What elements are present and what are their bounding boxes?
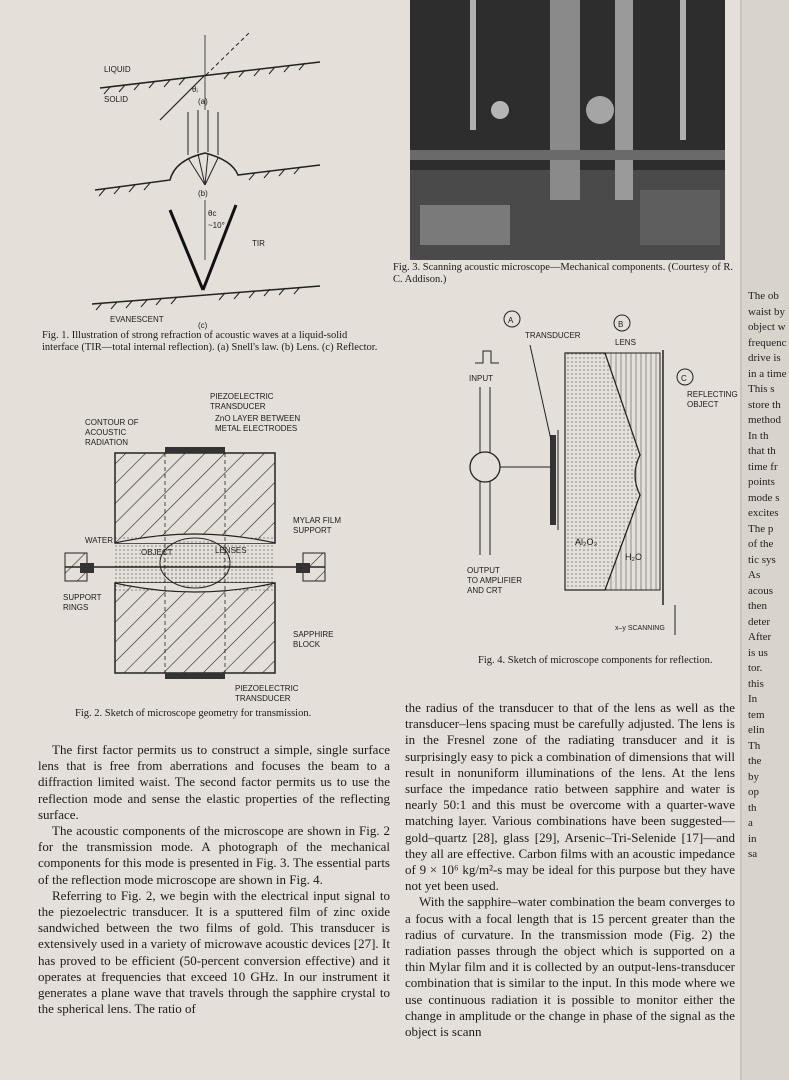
- figure-1-caption: Fig. 1. Illustration of strong refraction of acoustic waves at a liquid-solid interface (TIR—total internal reflection). (a) Snell's law. (b) Lens. (c) Reflector.: [42, 330, 378, 353]
- fig4-output-label-line: AND CRT: [467, 586, 503, 595]
- facing-page-line: elin: [748, 724, 765, 736]
- facing-page-line: then: [748, 600, 767, 612]
- facing-page-line: method: [748, 414, 781, 426]
- facing-page-line: in a time: [748, 367, 787, 380]
- facing-page-line: object w: [748, 321, 786, 333]
- fig4-transducer-label: TRANSDUCER: [525, 331, 581, 340]
- fig2-zno-label: ZnO LAYER BETWEEN: [215, 414, 301, 423]
- facing-page-line: of the: [748, 538, 774, 550]
- fig4-output-label-line: TO AMPLIFIER: [467, 576, 522, 585]
- fig2-piezo-top-label: PIEZOELECTRIC: [210, 392, 274, 401]
- fig2-piezo-bottom-label: PIEZOELECTRIC: [235, 684, 299, 693]
- svg-text:PIEZOELECTRICTRANSDUCER: [235, 684, 299, 703]
- fig2-support-label: SUPPORT: [63, 593, 102, 602]
- fig4-input-label: INPUT: [469, 374, 493, 383]
- facing-page-line: excites: [748, 507, 779, 519]
- figure-2: [55, 385, 375, 703]
- facing-page-line: acous: [748, 584, 774, 597]
- facing-page-edge: [742, 0, 789, 1080]
- facing-page-line: op: [748, 786, 759, 798]
- svg-text:MYLAR FILMSUPPORT: [293, 516, 341, 535]
- facing-page-line: tor.: [748, 662, 763, 674]
- right-text-column: [405, 700, 735, 1078]
- figure-1-drawing: [80, 20, 400, 330]
- facing-page-line: time fr: [748, 460, 778, 473]
- facing-page-line: sa: [748, 848, 758, 860]
- fig4-scanning-label: x–y SCANNING: [615, 625, 665, 632]
- fig2-contour-label: CONTOUR OF: [85, 418, 139, 427]
- fig4-c-label: C: [681, 374, 687, 383]
- fig2-lenses-label: LENSES: [215, 546, 247, 555]
- body-paragraph: The acoustic components of the microscope are shown in Fig. 2 for the transmission mode. A photograph of the mechanical components for this mode is presented in Fig. 3. The essential parts of the reflection mode microscope are shown in Fig. 4.: [38, 823, 390, 887]
- facing-page-line: Th: [748, 739, 761, 752]
- left-text-column: [38, 742, 390, 1076]
- facing-page-line: th: [748, 801, 757, 814]
- svg-text:ZnO LAYER BETWEENMETAL ELECTRO: [215, 414, 300, 433]
- facing-page-line: points: [748, 476, 775, 488]
- fig2-sapphire-label: SAPPHIRE: [293, 630, 334, 639]
- facing-page-line: store th: [748, 398, 781, 411]
- fig4-reflecting-label-line: OBJECT: [687, 400, 719, 409]
- figure-1: [80, 20, 400, 330]
- fig4-output-label: OUTPUT: [467, 566, 500, 575]
- fig1-b-label: (b): [198, 189, 208, 198]
- body-paragraph: the radius of the transducer to that of the lens as well as the transducer–lens spacing must be carefully adjusted. The lens is in the Fresnel zone of the radiating transducer and it is surprisingly easy to pick a combination of dimensions that will result in nonuniform illuminations of the lens. At the lens surface the impedance ratio between sapphire and water is nearly 50:1 and this must be overcome with a quarter-wave matching layer. Various combinations have been suggested—gold–quartz [28], glass [29], Arsenic–Tri-Selenide [17]—and they all are effective. Carbon films with an acoustic impedance of 9 × 10⁶ kg/m²-s may be ideal for this purpose but they have not yet been used.: [405, 700, 735, 894]
- fig2-piezo-bottom-label-line: TRANSDUCER: [235, 694, 291, 703]
- fig4-h2o-label: H₂O: [625, 552, 642, 562]
- facing-page-line: The ob: [748, 290, 779, 302]
- fig4-reflecting-label: REFLECTING: [687, 390, 738, 399]
- fig4-al2o3-label: Al₂O₃: [575, 537, 598, 547]
- fig4-b-label: B: [618, 320, 624, 329]
- fig1-solid-label: SOLID: [104, 95, 129, 104]
- facing-page-line: tic sys: [748, 553, 776, 566]
- fig1-c-label: (c): [198, 321, 208, 330]
- facing-page-line: The p: [748, 522, 774, 535]
- svg-text:PIEZOELECTRICTRANSDUCER: [210, 392, 274, 411]
- body-paragraph: Referring to Fig. 2, we begin with the electrical input signal to the piezoelectric transducer. It is a sputtered film of zinc oxide sandwiched between the two films of gold. This transducer is extensively used in a variety of microwave acoustic devices [27]. It has proved to be efficient (50-percent conversion effective) and it operates at frequencies that exceed 10 GHz. In our instrument it generates a plane wave that travels through the sapphire crystal to the spherical lens. The ratio of: [38, 887, 390, 1017]
- facing-page-line: that th: [748, 445, 776, 457]
- figure-4: [455, 305, 738, 650]
- body-paragraph: With the sapphire–water combination the beam converges to a focus with a focal length that is 15 percent greater than the radius of curvature. In the transmission mode (Fig. 2) the radiation passes through the object which is supported on a thin Mylar film and it is collected by an output-lens-transducer combination that is similar to the input. In this mode where we use continuous radiation it is possible to monitor either the change in amplitude or the change in phase of the signal as the object is scann: [405, 894, 735, 1040]
- fig2-zno-label-line: METAL ELECTRODES: [215, 424, 298, 433]
- microscope-photo-image: [410, 0, 725, 260]
- fig2-contour-label-line: RADIATION: [85, 438, 128, 447]
- fig2-support-label-line: RINGS: [63, 603, 89, 612]
- figure-3-photo: [410, 0, 725, 260]
- facing-page-line: mode s: [748, 491, 780, 504]
- facing-page-line: is us: [748, 646, 768, 659]
- fig2-sapphire-label-line: BLOCK: [293, 640, 321, 649]
- facing-page-line: After: [748, 631, 772, 643]
- fig1-10deg-label: ~10°: [208, 221, 225, 230]
- facing-page-line: a: [748, 817, 753, 829]
- facing-page-line: As: [748, 569, 761, 581]
- fig1-liquid-label: LIQUID: [104, 65, 131, 74]
- facing-page-line: this: [748, 677, 764, 690]
- facing-page-line: frequenc: [748, 336, 787, 349]
- fig1-a-label: (a): [198, 97, 208, 106]
- facing-page-line: In th: [748, 429, 769, 442]
- facing-page-line: In: [748, 693, 758, 705]
- figure-4-caption: Fig. 4. Sketch of microscope components for reflection.: [478, 655, 713, 666]
- fig4-lens-label: LENS: [615, 338, 636, 347]
- facing-page-line: the: [748, 755, 762, 767]
- fig2-contour-label-line: ACOUSTIC: [85, 428, 127, 437]
- facing-page-line: in: [748, 832, 757, 845]
- fig1-theta-i-label: θᵢ: [192, 85, 198, 94]
- svg-text:SUPPORTRINGS: [63, 593, 102, 612]
- fig2-mylar-label-line: SUPPORT: [293, 526, 332, 535]
- fig2-water-label: WATER: [85, 536, 113, 545]
- facing-page-line: waist by: [748, 305, 785, 318]
- svg-text:SAPPHIREBLOCK: [293, 630, 333, 649]
- figure-2-drawing: [55, 385, 375, 703]
- fig1-tir-label: TIR: [252, 239, 265, 248]
- fig1-evanescent-label: EVANESCENT: [110, 315, 164, 324]
- fig4-a-label: A: [508, 316, 514, 325]
- fig2-piezo-top-label-line: TRANSDUCER: [210, 402, 266, 411]
- body-paragraph: The first factor permits us to construct a simple, single surface lens that is free from aberrations and focuses the beam to a diffraction limited waist. The second factor permits us to use the reflection mode and sense the elastic properties of the reflecting surface.: [38, 742, 390, 822]
- svg-text:CONTOUR OFACOUSTICRADIATION: [85, 418, 139, 447]
- facing-page-line: deter: [748, 615, 770, 628]
- fig1-theta-c-label: θc: [208, 209, 217, 218]
- fig2-object-label: OBJECT: [141, 548, 173, 557]
- svg-text:OUTPUTTO AMPLIFIERAND CRT: [467, 566, 522, 595]
- figure-2-caption: Fig. 2. Sketch of microscope geometry for transmission.: [75, 708, 312, 719]
- fig2-mylar-label: MYLAR FILM: [293, 516, 342, 525]
- facing-page-line: tem: [748, 708, 765, 721]
- svg-text:REFLECTINGOBJECT: [687, 390, 738, 409]
- figure-3-caption: Fig. 3. Scanning acoustic microscope—Mechanical components. (Courtesy of R. C. Addison.): [393, 262, 734, 285]
- figure-4-drawing: [455, 305, 738, 650]
- facing-page-line: drive is: [748, 352, 781, 364]
- facing-page-line: This s: [748, 383, 775, 395]
- facing-page-line: by: [748, 770, 759, 783]
